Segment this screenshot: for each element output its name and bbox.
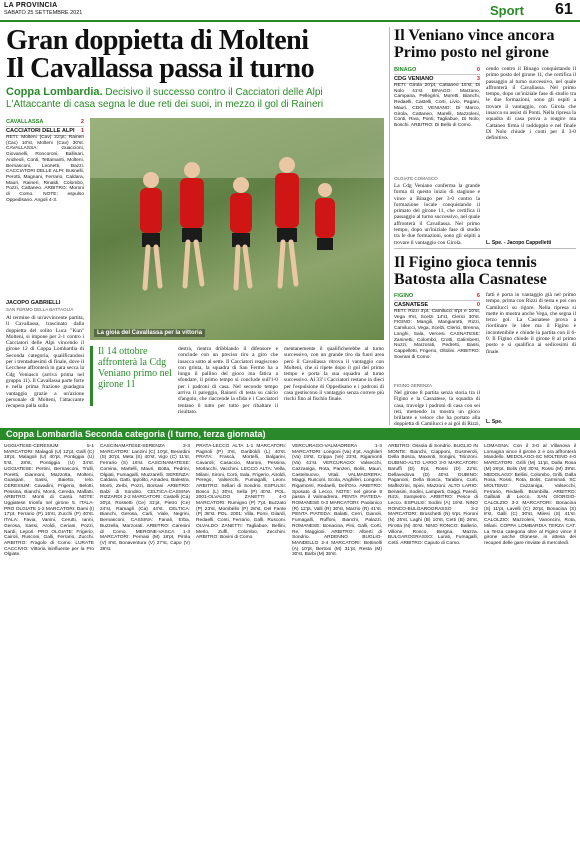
lineups-main: RETI: Molteni (Cav) 22'pt; Raineri (Cac) 10'st, Molteni (Cav) 30'st. CAVALLASSA: Guaccioni, Giovanelli, Roncoroni, Ballinari, Andreoli, Conti, Tettamanti, Molteni, Bernasconi, Leonetti, Bazzi. CACCIATORI DELLE ALPI: Busnelli, Perotti, Magnani, Ferrario, Caldara, Mauri, Raineri, Rinaldi, Colombo, Pozzi, Cattaneo. ARBITRO: Moroni di Como. NOTE: espulso Oppedisano. Angoli 4-3. <box>6 135 84 203</box>
score-box-veniano <box>394 66 480 84</box>
issue-date: SABATO 25 SETTEMBRE 2021 <box>4 10 83 16</box>
team-away: CDG VENIANO <box>394 76 434 82</box>
veniano-body-2: cendo contro il Binago conquistando il primo posto del girone 11, che certifica il passaggio al turno successivo, nel quale affronterà il Cavallassa. Nel primo tempo, dopo un'iniziale fase di studio tra le due formazioni, sono gli ospiti a trovare il vantaggio, con Girola che insacca su assist di Ponti. Nella ripresa la squadra di casa prova a reagire ma Cattaneo firma il raddoppio e nel finale Di Nolo chiude i conti per il 3-0 definitivo. <box>486 66 576 142</box>
subhead-1: Decisivo il successo contro il Cacciatori delle Alpi <box>105 87 323 98</box>
team-home: BINAGO <box>394 67 417 73</box>
column-divider <box>389 27 390 425</box>
score-away: 1 <box>80 128 84 134</box>
quote-bar <box>90 346 93 406</box>
score-row-home <box>394 66 480 75</box>
results-column-4: VERCURAGO-VALMADRERA 1-3 MARCATORI: Longoni (Va) 4'pt, Anghileri (Va) 19'st, Crippa (Ve) 23'st, Rigamonti (Va) 41'st. VERCURAGO: Valsecchi, Cazzaniga, Rota, Panzeri, Bolis, Mauri, Castelnuovo, Vitali. VALMADRERA: Maggi, Rusconi, Scola, Anghileri, Longoni, Rigamonti, Redaelli, Dell'Oro. ARBITRO: Sposato di Lecco. NOTE: nel girone 9 passa il Valmadrera. PENTA PIATEDA-ROMANESE 0-3 MARCATORI: Paolanico (R) 12'pt, Valli (R) 30'st, Marzio (R) 41'st. PENTA PIATEDA: Balatti, Cerri, Gianoli, Fumagalli, Ruffoni, Bianchi, Palazzi. ROMANESE: Bonacina, Pini, Galli, Corti, Re, Maggioni. ARBITRO: Alberti di Sondrio. ARDENNO BUGLIO-MANDELLO 2-4 MARCATORI: Bettinelli (A) 10'pt, Bertoni (M) 31'pt, Resta (M) 30'st, Barbi (M) 35'st. <box>292 444 382 558</box>
lineups-veniano: RETI: Girola 20'pt, Cattaneo 15'st, Di Nolo 41'st. BINAGO: Marzano, Campana, Pellegrini, Moretti, Bianchi, Redaelli, Castelli, Corti, Livio, Pagani, Mauri. CDG VENIANO: Di Marco, Girola, Cattaneo, Marelli, Mazzoleni, Conti, Riva, Ponti, Tagliabue, Di Nolo, Boschi. ARBITRO: Di Bello di Como. <box>394 83 480 128</box>
main-subhead <box>6 86 386 99</box>
team-away: CACCIATORI DELLE ALPI <box>6 128 75 134</box>
main-headline-2: Il Cavallassa passa il turno <box>6 53 315 84</box>
main-body-3: mentanemente il qualificherebbe al turno successivo, con un grande tiro da fuori area però il Cavallassa ritrova il vantaggio con Molteni, che si ripete dopo il gol del primo tempo e porta la sua squadra al turno successivo. Al 33' i Cacciatori restano in dieci per l'espulsione di Oppedisano e i padroni di casa gestiscono il vantaggio senza correre più rischi fino al fischio finale. <box>284 346 384 403</box>
section-name: Sport <box>490 3 524 18</box>
celebration-illustration <box>90 118 384 340</box>
main-headline-1: Gran doppietta di Molteni <box>6 25 309 56</box>
match-photo <box>90 118 384 340</box>
dateline-figino: FIGINO SERENZA <box>394 383 433 388</box>
score-home: 6 <box>476 293 480 299</box>
results-column-3: PRATA-LECCO ALTA 1-1 MARCATORI: Pagnoli (P) 3'st, Gariboldi (L) 40'st. PRATA: Frascà, Mortelli, Balgarini, Cavaroli, Casaccio, Maroni, Pessina, Morlacchi, Vacchini. LECCO ALTA: Vella, Milani, Sironi, Corti, Sala, Frigerio, Airoldi, Perego, Valsecchi, Fumagalli, Leoni. ARBITRO: Sellari di Sondrio. ESPULSI: Bosco (L) 30'st, Sella (P) 40'st. POL. 2001-OLVALDO ZANETTI 4-0 MARCATORI: Rumigno (P) 7'pt, Buzzato (P) 23'st, Mombello (P) 28'st, Del Fante (P) 38'st. POL. 2001: Villa, Pomi, Gilardi, Redaelli, Conti, Ferrario, Galli, Rusconi. OLVALDO ZANETTI: Tagliabue, Bellini, Merlo, Zuffi, Colombo, Zecchini. ARBITRO: Bovini di Como. <box>196 444 286 541</box>
team-away: CASNATESE <box>394 302 429 308</box>
main-body-2: destra, rientra dribblando il difensore e conclude con un preciso tiro a giro che insacca sotto al sette. Il Cacciatori reagiscono con grinta, la squadra di San Fermo ha a lungo il pallino del gioco ma fatica a sfondare, il primo tempo si conclude sull'1-0 per i padroni di casa. Nel secondo tempo arriva il pareggio, Raineri di testa su calcio d'angolo, che riaccende la sfida e i Cacciatori tentano il tutto per tutto per ribaltare il risultato. <box>178 346 278 415</box>
figino-signature: L. Spe. <box>486 419 503 425</box>
score-row-home <box>6 118 84 127</box>
score-box-figino <box>394 292 480 310</box>
results-column-1: UGGIATESE-CERESIUM 5-1 MARCATORI: Malagoli (U) 12'pt, Galli (C) 18'pt, Malagoli (U) 40'pt, Pontiggia (U) 5'st, 28'st, Pontiggia (U) 34'st. UGGIATESE: Pertini, Bernasconi, Trulli, Poretti, Giannoni, Mazzotta, Molteni, Guaspari, Sassi, Baietto, Ielo. CERESIUM: Cavadini, Frigerio, Belotti, Pessina, Bianchi, Monti, Cereda, Malfatti. ARBITRO: Monti di Cantù. NOTE: Uggiatese trionfa nel girone 5. ITALA-PRO OLGIATE 1-2 MARCATORI: Dami (I) 17'pt, Ferrario (P) 15'st, Zucchi (P) 40'st. ITALA: Favia, Vanini, Cerutti, Ianni, Gerosa, Sassi, Aroldi, Ceriani, Pozzi, Nardi, Lepori. PRO OLGIATE: Frigerio, Cairoli, Rusconi, Galli, Ferrario, Zucchi. ARBITRO: Fragolo di Como. LURATE CACCIVIO: Vittoria ininfluente per la Pro Olgiate. <box>4 444 94 558</box>
kicker: Coppa Lombardia. <box>6 86 103 98</box>
lineups-figino: RETI: Rizzi 3'pt, Camilucci 8'pt e 10'st, Vega 9'st, Scelzi 14'st, Clerici 30'st. FIGINO: Mangili, Mangiarotti, Rizzi, Camilucci, Vega, Scelzi, Clerici, Brenna, Longhi, Sala, Vercesi. CASNATESE: Zaninetti, Colombo, Crotti, Galimberti, Nuzzi, Marzorati, Pedretti, Bassi, Cappelletti, Frigerio, Oltolini. ARBITRO: Sovrani di Como. <box>394 309 480 360</box>
score-row-home <box>394 292 480 301</box>
author: JACOPO GABRIELLI <box>6 300 61 306</box>
veniano-headline-1: Il Veniano vince ancora <box>394 27 555 44</box>
pull-quote: Il 14 ottobre affronterà la Cdg Veniano primo nel girone 11 <box>98 346 172 390</box>
score-away: 3 <box>476 76 480 82</box>
bottom-section-band: Coppa Lombardia Seconda categoria (I turno, terza giornata) <box>0 428 580 440</box>
results-column-2: CASCINAMATESE-SERENZA 3-3 MARCATORI: Lanzini (C) 10'pt, Berardini (S) 30'pt, Meta (S) 40'st, Vigo (C) 11'st, Ferrario (S) 16'st. CASCINAMATESE: Comina, Martelli, Mauri, Botta, Pedrini, Olgiati, Fumagalli, Muzzarelli. SERENZA: Caldara, Gatti, Ippolito, Amadeo, Balestra, Monti, Zerbi, Pozzi, Borsani. ARBITRO: Balzi di Sondrio. CELTICA-CASSINA RIZZARDI 2-2 MARCATORI: Castelli (Ca) 20'pt, Rossetti (Ce) 31'pt, Pietro (Ce) 24'st, Ramagli (Ca) 44'st. CELTICA: Bianchi, Gerosa, Carli, Viale, Negrini, Bernasconi. CASSINA: Fanali, Erba, Buzzella, Marzorati. ARBITRO: Carenini di Como. MERONE-VASCA 1-3 MARCATORI: Pernasi (M) 18'pt, Pirola (V) 8'st, Bonaventura (V) 27'st, Capo (V) 39'st. <box>100 444 190 552</box>
dateline-veniano: OLGIATE COMASCO <box>394 176 438 181</box>
team-home: CAVALLASSA <box>6 119 44 125</box>
score-home: 2 <box>80 119 84 125</box>
veniano-body-1: La Cdg Veniano conferma la grande forma di questo inizio di stagione e vince a Binago per 3-0 contro la formazione locale conquistando il primato del girone 11, che certifica il passaggio al turno successivo, nel quale affronterà il Cavallassa. Nel primo tempo, dopo un'iniziale fase di studio tra le due formazioni, sono gli ospiti a trovare il vantaggio con Girola. <box>394 183 480 246</box>
veniano-headline-2: Primo posto nel girone <box>394 44 549 61</box>
right-divider <box>394 248 576 249</box>
score-home: 0 <box>476 67 480 73</box>
page-header <box>0 0 580 22</box>
figino-body-1: Nel girone 8 partita senza storia tra il Figino e la Casnatese, la squadra di casa, travolge i padroni di casa con sei reti, mettendo in mostra un gioco brillante e veloce che ha portato alla doppietta di Camilucci e ai gol di Rizzi, <box>394 390 480 428</box>
main-body-1: Al termine di un'avvincente partita, il Cavallassa, trascinato dalla doppietta del solito Luca "Kun" Molteni, si impone per 2-1 contro i Cacciatori delle Alpi vincendo il girone 12 di Coppa Lombardia di Seconda categoria, qualificandosi per i trentaduesimi di finale, dove il Lecchese affronterà in gara secca la Cdg Veniasco (arriva prima nel gruppo 11). Il Cavallassa parte forte e nella prima frazione guadagna vantaggio grazie a un'azione personale di Molteni, l'attaccante recupera palla sulla <box>6 315 84 410</box>
veniano-signature: L. Spe. - Jacopo Cappelletti <box>486 240 552 246</box>
score-box-main <box>6 118 84 136</box>
newspaper-name: LA PROVINCIA <box>4 2 58 9</box>
results-column-6: LOMAGNA: Con il 3-0 al Villanova il Lomagna vince il girone 2 e ora affronterà Mandello. MEDOLAGO-SC MOLTENO 4-0 MARCATORI: Grilli (M) 11'pt, Dalla Rosa (M) 26'pt, Bolis (M) 30'st, Rossi (M) 39'st. MEDOLAGO: Bellini, Colombo, Grilli, Dalla Rosa, Rossi, Rota, Bolis, Carminati. SC MOLTENO: Cazzaniga, Valsecchi, Ferrario, Redaelli, Brambilla. ARBITRO: Galbiati di Lecco. SAN GIORGIO-CALOLZIO 3-2 MARCATORI: Bonacina (S) 11'pt, Lavelli (C) 20'pt, Bonacina (S) 8'st, Galli (C) 30'st, Milesi (S) 41'st. CALOLZIO: Mazzoleni, Vanoncini, Rota, Milani. COPPA LOMBARDIA TERZA CAT. La Terza categoria oltre al Figino vince il girone anche Olonese, in attesa dei recuperi delle gare rinviate di mercoledì. <box>484 444 576 546</box>
figino-body-2: fatti è porta in vantaggio già nel primo tempo, prima con Rizzi di testa e poi con Camilucci su rigore. Nella ripresa si mette in mostra anche Vega, che segna il terzo gol. La Casnatese prova a riordinare le idee ma il Figino è incontenibile e chiude la partita con il 6-0. Il Figino chiude il girone 8 al primo posto e si qualifica ai sedicesimi di finale. <box>486 292 576 355</box>
photo-caption: La gioia del Cavallassa per la vittoria <box>94 329 205 337</box>
page-number: 61 <box>555 1 573 18</box>
results-column-5: ARBITRO: Ossola di Sondrio. BUGLIO IN MONTE: Bianchi, Ciapponi, Gusmeroli, Della Bosca, Maxenti, Songini, Tirinzoni. DUBINO-ALTO LARIO 3-0 MARCATORI: Baruffi (D) 5'pt, Rossi (D) 22'st, Dellavedova (D) 40'st. DUBINO: Paganoni, Della Bosca, Tarabini, Curti, Maffezzini, Spini, Mazzoni. ALTO LARIO: Benasini, Sodini, Lamperti, Gaggi, Paredi, Rizzi, Sampietro. ARBITRO: Pesce di Lecco. ESPULSI: Sodini (A) 19'st. NINO RONCO-BULGAROGRASSO 3-2 MARCATORI: Bruschetti (N) 5'pt, Fioroni (N) 25'st, Laghi (B) 10'st, Cetti (B) 26'st, Pirotta (N) 40'st. NINO RONCO: Ballerio, Villone, Ronco, Bergna, Mazza. BULGAROGRASSO: Lurati, Fumagalli, Cetti. ARBITRO: Caputo di Como. <box>388 444 478 546</box>
dateline: SAN FERMO DELLA BATTAGLIA <box>6 307 74 312</box>
score-away: 0 <box>476 302 480 308</box>
figino-headline-2: Batosta alla Casnatese <box>394 271 547 288</box>
team-home: FIGINO <box>394 293 414 299</box>
figino-headline-1: Il Figino gioca tennis <box>394 254 537 271</box>
subhead-2: L'Attaccante di casa segna le due reti dei suoi, in mezzo il gol di Raineri <box>6 99 324 110</box>
